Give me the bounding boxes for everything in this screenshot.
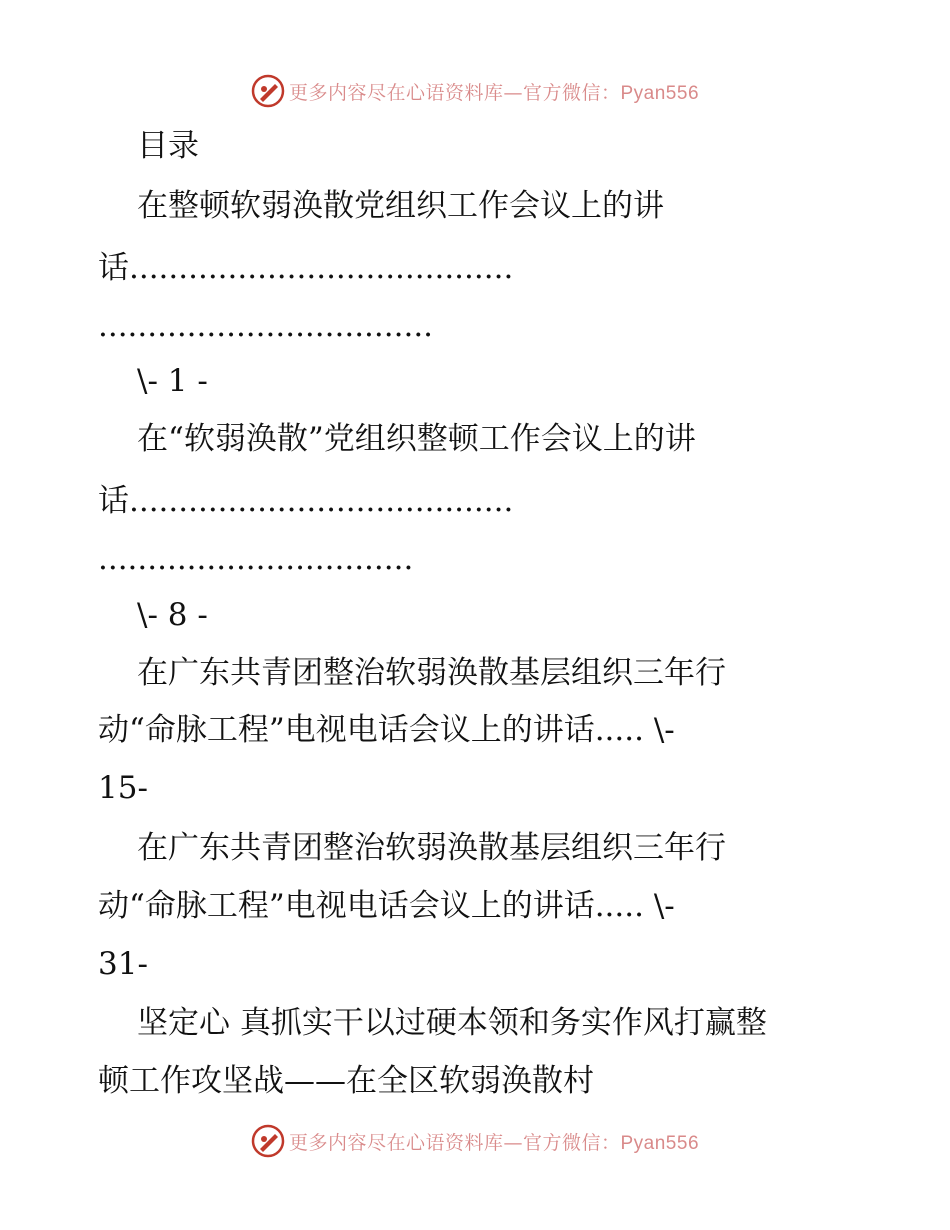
- wechat-id: Pyan556: [620, 82, 700, 104]
- toc-entry-5-title[interactable]: 坚定心 真抓实干以过硬本领和务实作风打赢整: [137, 1005, 767, 1041]
- toc-entry-4-page: 31-: [98, 946, 148, 982]
- toc-entry-1-leader-cont: ..................................: [98, 308, 434, 344]
- toc-entry-4-title[interactable]: 在广东共青团整治软弱涣散基层组织三年行: [137, 830, 726, 866]
- toc-entry-2-title[interactable]: 在“软弱涣散”党组织整顿工作会议上的讲: [137, 421, 696, 457]
- toc-entry-5-title-cont: 顿工作攻坚战——在全区软弱涣散村: [98, 1063, 594, 1099]
- toc-entry-3-title[interactable]: 在广东共青团整治软弱涣散基层组织三年行: [137, 655, 726, 691]
- toc-entry-3-title-cont: 动“命脉工程”电视电话会议上的讲话..... \-: [98, 712, 675, 748]
- watermark-text: 更多内容尽在心语资料库—官方微信：Pyan556: [288, 1131, 700, 1154]
- toc-entry-4-title-cont: 动“命脉工程”电视电话会议上的讲话..... \-: [98, 888, 675, 924]
- toc-title: 目录: [137, 128, 199, 164]
- toc-entry-3-page: 15-: [98, 770, 148, 806]
- toc-entry-2-leader: 话.......................................: [98, 483, 514, 519]
- watermark-text: 更多内容尽在心语资料库—官方微信：Pyan556: [288, 81, 700, 104]
- pen-logo-icon: [251, 1124, 285, 1158]
- footer-watermark: [0, 1121, 950, 1161]
- toc-entry-2-page: \- 8 -: [137, 597, 208, 633]
- toc-entry-1-page: \- 1 -: [137, 363, 208, 399]
- wechat-id: Pyan556: [620, 1132, 700, 1154]
- toc-entry-1-title[interactable]: 在整顿软弱涣散党组织工作会议上的讲: [137, 188, 664, 224]
- toc-entry-1-leader: 话.......................................: [98, 250, 514, 286]
- toc-entry-2-leader-cont: ................................: [98, 541, 414, 577]
